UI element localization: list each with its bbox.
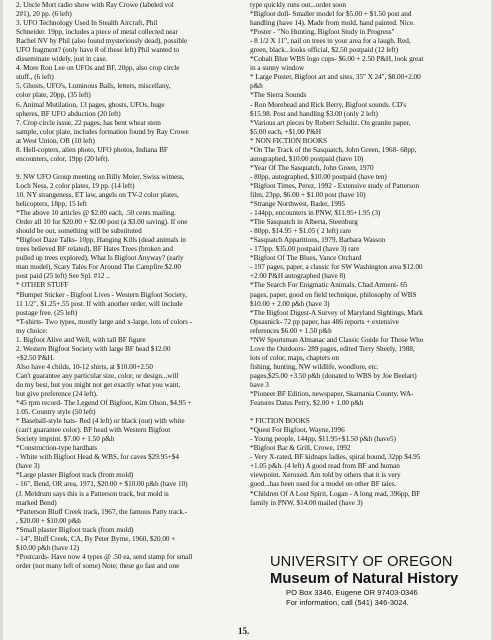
text-line: film, 23pp, $6.00 + $1.00 post (have 10) — [250, 190, 366, 199]
text-line: *Year Of The Sasquatch, John Green, 1970 — [250, 163, 374, 172]
text-line: Order all 10 for $20.00 + $2.00 post (a $3.00 saving). If one — [16, 218, 188, 227]
text-line: fishing, hunting, NW wildlife, woodlore, etc. — [250, 362, 379, 371]
text-line: * Baseball-style hats- Red (4 left) or black (out) with white — [16, 417, 185, 426]
text-line: *The Search For Enigmatic Animals, Chad Arment- 65 — [250, 281, 408, 290]
text-line: 4. More Ron Lee on UFOs and BF, 20pp, also crop circle — [16, 64, 180, 73]
text-line: +2.00 P&H autographed (have 8) — [250, 272, 346, 281]
text-line: at West Union, OR (10 left) — [16, 136, 95, 145]
text-line: *Cobalt Blue WBS logo cups- $6.00 + 2.50 P&H, look great — [250, 55, 424, 64]
text-line: Features Datus Perry, $2.00 + 1.00 p&h — [250, 399, 364, 408]
text-line: $15.98. Post and handling $3.00 (only 2 left) — [250, 109, 378, 118]
text-line: Also have 4 childs, 10-12 shirts, at $10.00+2.50 — [16, 362, 153, 371]
text-line: *Strange Northwest, Bader, 1995 — [250, 200, 346, 209]
text-line: trees believed BF related), BF Hates Trees (broken and — [16, 245, 173, 254]
left-column — [16, 1, 238, 571]
text-line: *Bigfoot doll- Smaller model for $5.00 + $1.50 post and — [250, 10, 412, 19]
museum-address: PO Box 3346, Eugene OR 97403-0346 — [286, 588, 418, 597]
text-line: Can't guarantee any particular size, color, or design...will — [16, 371, 179, 380]
text-line: *NW Sportsman Almanac and Classic Guide for Those Who — [250, 335, 424, 344]
text-line: *Small plaster Bigfoot track (from mold) — [16, 525, 134, 534]
text-line: 2. Western Bigfoot Society with large BF head $12.00 — [16, 344, 171, 353]
text-line: - Ron Morehead and Rick Berry, Bigfoot sounds. CD's — [250, 100, 407, 109]
text-line: 5. Ghosts, UFO's, Luminous Balls, letters, miscellany, — [16, 82, 171, 91]
text-line: 1. Bigfoot Alive and Well, with tall BF figure — [16, 335, 146, 344]
right-column — [250, 1, 476, 508]
text-line: type quickly runs out...order soon — [250, 1, 346, 9]
text-line: *Bigfoot Bar & Grill, Crowe, 1992 — [250, 444, 351, 453]
text-line: should be out, something will be substituted — [16, 227, 142, 236]
text-line — [250, 408, 476, 417]
text-line: (J. Meldrum says this is a Patterson track, but mold is — [16, 489, 169, 498]
text-line: *Large plaster Bigfoot track (from mold) — [16, 471, 134, 480]
text-line: spheres, BF UFO abduction (20 left) — [16, 109, 121, 118]
text-line: 10. NY strangeness, ET law, angels on TV-2 color plates, — [16, 190, 179, 199]
text-line: *Bigfoot Times, Perez, 1992 - Extensive study of Patterson — [250, 181, 420, 190]
museum-ad — [270, 554, 480, 608]
text-line: Loch Ness, 2 color plates, 19 pp. (14 left) — [16, 181, 135, 190]
museum-name: Museum of Natural History — [270, 571, 459, 587]
text-line: pages, paper, good on field technique, philosophy of WBS — [250, 290, 417, 299]
text-line: p&h — [250, 82, 263, 91]
text-line: pages,$25.00 +3.50 p&h (donated to WBS by Joe Beelart) — [250, 371, 417, 380]
text-line: (can't guarantee color). BF head with Western Bigfoot — [16, 426, 171, 435]
text-line: lots of color, maps, chapters on — [250, 353, 339, 362]
text-line: marked Bend) — [16, 498, 57, 507]
text-line: order (not many left of some) Note; these go fast and one — [16, 561, 180, 570]
text-line: $5.00 each, +$1.00 P&H — [250, 127, 322, 136]
text-line: my choice: — [16, 326, 48, 335]
text-line: * Large Poster, Bigfoot art and sites, 35" X 24", $8.00+2.00 — [250, 73, 421, 82]
text-line: *Various art pieces by Robert Schultz. On granite paper, — [250, 118, 411, 127]
text-line: 1.05. Country style (50 left) — [16, 408, 96, 417]
text-line: Rachel NV by Phil (also found mysteriously dead), possible — [16, 37, 188, 46]
text-line: 9. NW UFO Group meeting on Billy Meier, Swiss witness, — [16, 172, 185, 181]
text-line: $10.00 p&h (have 12) — [16, 543, 80, 552]
text-line: * NON FICTION BOOKS — [250, 136, 327, 145]
university-name: UNIVERSITY OF OREGON — [270, 554, 453, 570]
text-line: - 8 1/2 X 11", nail on trees in your area for a laugh. Red, — [250, 37, 411, 46]
text-line: helicopters, 18pp, 15 left — [16, 200, 87, 209]
text-line: post paid (25 left) See Spl. #12 .. — [16, 272, 110, 281]
text-line: - 173pp. $35.00 postpaid (have 3) rare — [250, 245, 360, 254]
page-number: 15. — [238, 626, 250, 636]
text-line: (have 3) — [16, 462, 40, 471]
text-line: *Bigfoot Of The Blues, Vance Orchard — [250, 254, 362, 263]
text-line: Opsasnick- 72 pp paper, has 486 reports + extensive — [250, 317, 399, 326]
text-line: *Quest For Bigfoot, Wayne,1996 — [250, 426, 345, 435]
text-line: pulled up trees explored), What Is Bigfoot Anyway? (early — [16, 254, 184, 263]
text-line: *Bumper Sticker - Bigfoot Lives - Western Bigfoot Society, — [16, 290, 187, 299]
newsletter-page — [3, 0, 491, 640]
text-line: *Children Of A Lost Spirit, Logan - A long read, 396pp, BF — [250, 489, 421, 498]
text-line: color plate, 20pp, (35 left) — [16, 91, 91, 100]
text-line: but give preference (24 left). — [16, 390, 98, 399]
text-line: *The above 10 articles @ $2.00 each, .50 cents mailing. — [16, 209, 176, 218]
text-line: man model), Scary Tales For Around The Campfire.$2.00 — [16, 263, 181, 272]
text-line: viewpoint. Xeroxed. Am told by others that it is very — [250, 471, 401, 480]
text-line: 2#1), 20 pp. (6 left) — [16, 10, 72, 19]
text-line: references $6.00 + 1.50 p&h — [250, 326, 332, 335]
text-line: *Construction-type hardhats — [16, 444, 98, 453]
text-line: - 16", Bend, OR area, 1971, $20.00 + $10.00 p&h (have 10) — [16, 480, 188, 489]
text-line: 11 1/2", $1.25+.55 post. If with another order, will include — [16, 299, 183, 308]
text-line: - 80pp, autographed, $10.00 postpaid (have ten) — [250, 172, 387, 181]
text-line: 6. Animal Mutilation, 13 pages, ghosts, UFOs, huge — [16, 100, 165, 109]
text-line: Schneider. 19pp, includes a piece of metal collected near — [16, 28, 178, 37]
text-line: postage free. (25 left) — [16, 308, 78, 317]
text-line: *45 rpm record- The Legend Of Bigfoot, Kim Olson, $4.95 + — [16, 399, 192, 408]
text-line: stuff., (6 left) — [16, 73, 54, 82]
text-line: - Very X-rated, BF kidnaps ladies, spiral bound, 32pp $4.95 — [250, 453, 421, 462]
text-line: *Poster - "No Hunting, Bigfoot Study in Progress" — [250, 28, 395, 37]
text-line: do my best, but you might not get exactly what you want, — [16, 380, 181, 389]
text-line: have 3 — [250, 380, 269, 389]
text-line: , $20.00 + $10.00 p&h — [16, 516, 81, 525]
text-line: *On The Track of the Sasquatch, John Green, 1968- 68pp, — [250, 145, 417, 154]
text-line: $10.00 + 2.00 p&h (have 3) — [250, 299, 330, 308]
text-line: * FICTION BOOKS — [250, 417, 310, 426]
text-line: good...has been used for a model on other BF tales. — [250, 480, 397, 489]
text-line: Love the Outdoors- 289 pages, edited Terry Sheely, 1988, — [250, 344, 415, 353]
text-line: - Young people, 144pp, $11.95+$1.50 p&h (have5) — [250, 435, 396, 444]
text-line: autographed, $10.00 postpaid (have 10) — [250, 154, 364, 163]
text-line: 2. Uncle Mort radio show with Ray Crowe (labeled vol — [16, 1, 174, 9]
text-line: *The Sierra Sounds — [250, 91, 307, 100]
text-line — [16, 164, 238, 173]
text-line: family in PNW, $14.00 mailed (have 3) — [250, 498, 363, 507]
text-line: *Postcards- Have now 4 types @ .50 ea, send stamp for small — [16, 552, 193, 561]
text-line: handling (have 14). Made from mold, hand painted. Nice. — [250, 19, 415, 28]
text-line: * OTHER STUFF — [16, 281, 69, 290]
text-line: sample, color plate, includes formation found by Ray Crowe — [16, 127, 189, 136]
text-line: *Bigfoot Daze Talks- 10pp, Hanging Kills (dead animals in — [16, 236, 186, 245]
text-line: - 14", Bluff Creek, CA, By Peter Byrne, 1960, $20.00 + — [16, 534, 176, 543]
text-line: 7. Crop circle issue, 22 pages, has bent wheat stem — [16, 118, 161, 127]
text-line: *The Bigfoot Digest-A Survey of Maryland Sightings, Mark — [250, 308, 423, 317]
text-line: - 144pp, encounters in PNW, $11.95+1.95 (3) — [250, 209, 381, 218]
text-line: *Patterson Bluff Creek track, 1967, the famous Patty track.- — [16, 507, 188, 516]
text-line: encounters, color, 19pp (20 left). — [16, 154, 110, 163]
text-line: *The Sasquatch in Alberta, Steenburg — [250, 218, 358, 227]
text-line: Society imprint. $7.00 + 1.50 p&h — [16, 435, 115, 444]
text-line: disseminate widely, just in case. — [16, 55, 108, 64]
text-line: 8. Hell-copters, alien photo, UFO photos, Indiana BF — [16, 145, 168, 154]
text-line: +1.05 p&h. (4 left) A good read from BF and human — [250, 462, 400, 471]
text-line: - 80pp, $14.95 + $1.05 ( 2 left) rare — [250, 227, 352, 236]
museum-contact: For information, call (541) 346-3024. — [286, 598, 409, 607]
text-line: in a sunny window — [250, 64, 305, 73]
text-line: *T-shirts- Two types, mostly large and x-large, lots of colors - — [16, 317, 193, 326]
text-line: green, black...looks official, $2.50 postpaid (12 left) — [250, 46, 399, 55]
text-line: - White with Bigfoot Head & WBS, for caves $29.95+$4 — [16, 453, 179, 462]
text-line: UFO fragment? (only have 8 of these left) Phil wanted to — [16, 46, 180, 55]
text-line: +$2.50 P&H. — [16, 353, 55, 362]
text-line: *Sasquatch Apparitions, 1979, Barbara Wasson — [250, 236, 386, 245]
text-line: *Pioneer BF Edition, newspaper, Skamania County, WA- — [250, 390, 414, 399]
text-line: - 197 pages, paper, a classic for SW Washington area $12.00 — [250, 263, 423, 272]
text-line: 3. UFO Technology Used In Stealth Aircraft, Phil — [16, 19, 158, 28]
